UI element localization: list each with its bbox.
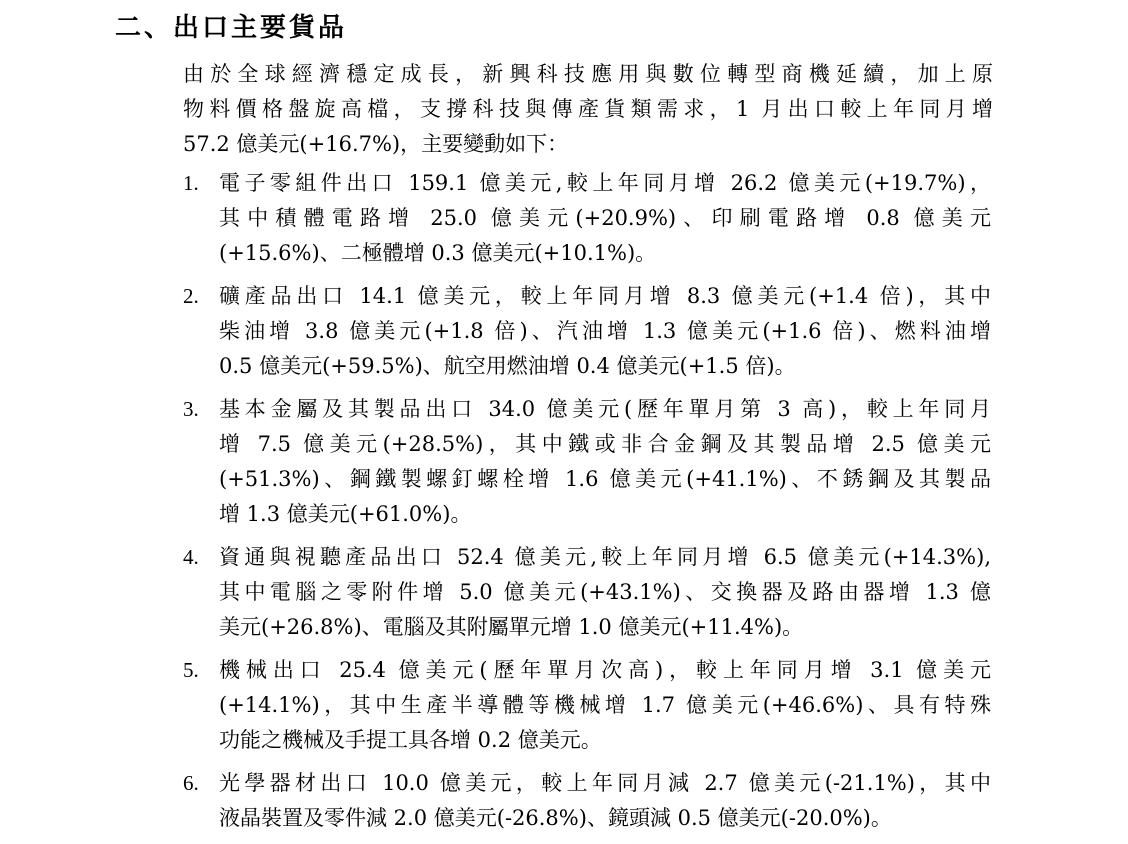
list-item: [183, 279, 993, 384]
list-item-text: [219, 540, 991, 645]
item-line: (+15.6%)、二極體增 0.3 億美元(+10.1%)。: [219, 241, 657, 265]
list-item-number: 1.: [183, 171, 199, 195]
list-item-text: [219, 279, 991, 384]
list-item: [183, 392, 993, 532]
item-line: 液晶裝置及零件減 2.0 億美元(-26.8%)、鏡頭減 0.5 億美元(-20.0%)。: [219, 806, 892, 830]
item-line: 機械出口 25.4 億美元(歷年單月次高)，較上年同月增 3.1 億美元: [219, 658, 991, 682]
item-line: 光學器材出口 10.0 億美元，較上年同月減 2.7 億美元(-21.1%)，其中: [219, 771, 991, 795]
intro-line: 57.2 億美元(+16.7%)，主要變動如下：: [183, 132, 569, 156]
item-line: 其中積體電路增 25.0 億美元(+20.9%)、印刷電路增 0.8 億美元: [219, 206, 991, 230]
intro-line: 物料價格盤旋高檔，支撐科技與傳產貨類需求，1 月出口較上年同月增: [183, 97, 993, 121]
list-item: [183, 540, 993, 645]
item-line: (+51.3%)、鋼鐵製螺釘螺栓增 1.6 億美元(+41.1%)、不銹鋼及其製品: [219, 467, 991, 491]
item-line: 功能之機械及手提工具各增 0.2 億美元。: [219, 728, 602, 752]
item-line: 資通與視聽產品出口 52.4 億美元,較上年同月增 6.5 億美元(+14.3%),: [219, 545, 991, 569]
list-item-text: [219, 653, 991, 758]
item-line: 增 1.3 億美元(+61.0%)。: [219, 502, 472, 526]
list-item-number: 6.: [183, 771, 199, 795]
list-item-number: 4.: [183, 545, 199, 569]
item-line: 電子零組件出口 159.1 億美元,較上年同月增 26.2 億美元(+19.7%)，: [219, 171, 991, 195]
list-item: [183, 766, 993, 836]
list-item: [183, 653, 993, 758]
item-line: (+14.1%)，其中生產半導體等機械增 1.7 億美元(+46.6%)、具有特殊: [219, 693, 991, 717]
list-item-number: 3.: [183, 397, 199, 421]
item-line: 增 7.5 億美元(+28.5%)，其中鐵或非合金鋼及其製品增 2.5 億美元: [219, 432, 991, 456]
list-item-text: [219, 392, 991, 532]
item-line: 其中電腦之零附件增 5.0 億美元(+43.1%)、交換器及路由器增 1.3 億: [219, 580, 991, 604]
section-heading: 二、出口主要貨品: [115, 13, 348, 43]
intro-line: 由於全球經濟穩定成長，新興科技應用與數位轉型商機延續，加上原: [183, 62, 993, 86]
list-item-number: 5.: [183, 658, 199, 682]
list-item-number: 2.: [183, 284, 199, 308]
item-line: 柴油增 3.8 億美元(+1.8 倍)、汽油增 1.3 億美元(+1.6 倍)、燃料油增: [219, 319, 991, 343]
item-line: 0.5 億美元(+59.5%)、航空用燃油增 0.4 億美元(+1.5 倍)。: [219, 354, 796, 378]
item-line: 基本金屬及其製品出口 34.0 億美元(歷年單月第 3 高)，較上年同月: [219, 397, 991, 421]
list-item-text: [219, 166, 991, 271]
list-item-text: [219, 766, 991, 836]
item-line: 美元(+26.8%)、電腦及其附屬單元增 1.0 億美元(+11.4%)。: [219, 615, 804, 639]
intro-paragraph: [183, 57, 993, 162]
list-item: [183, 166, 993, 271]
item-line: 礦產品出口 14.1 億美元，較上年同月增 8.3 億美元(+1.4 倍)，其中: [219, 284, 991, 308]
export-items-list: [183, 166, 993, 844]
